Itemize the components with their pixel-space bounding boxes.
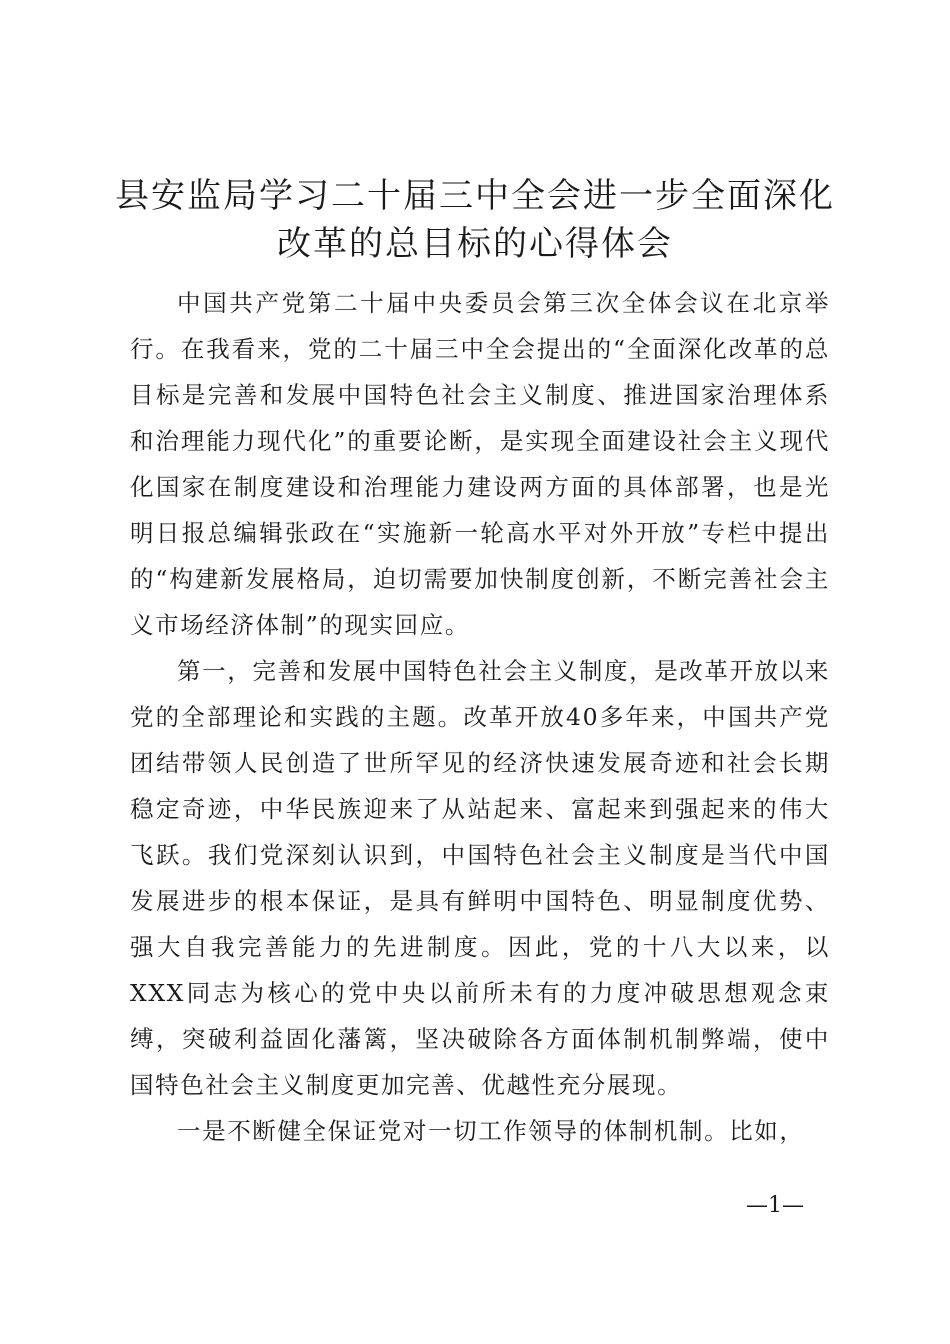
- title-line-1: 县安监局学习二十届三中全会进一步全面深化: [115, 176, 835, 216]
- paragraph-first-point: 第一，完善和发展中国特色社会主义制度，是改革开放以来党的全部理论和实践的主题。改革开放40多年来，中国共产党团结带领人民创造了世所罕见的经济快速发展奇迹和社会长期稳定奇迹，中华民族迎来了从站起来、富起来到强起来的伟大飞跃。我们党深刻认识到，中国特色社会主义制度是当代中国发展进步的根本保证，是具有鲜明中国特色、明显制度优势、强大自我完善能力的先进制度。因此，党的十八大以来，以XXX同志为核心的党中央以前所未有的力度冲破思想观念束缚，突破利益固化藩篱，坚决破除各方面体制机制弊端，使中国特色社会主义制度更加完善、优越性充分展现。: [130, 657, 830, 1099]
- paragraph-sub-point: 一是不断健全保证党对一切工作领导的体制机制。比如，: [177, 1117, 805, 1145]
- document-title: [100, 172, 850, 268]
- paragraph-intro: 中国共产党第二十届中央委员会第三次全体会议在北京举行。在我看来，党的二十届三中全会提出的“全面深化改革的总目标是完善和发展中国特色社会主义制度、推进国家治理体系和治理能力现代化”的重要论断，是实现全面建设社会主义现代化国家在制度建设和治理能力建设两方面的具体部署，也是光明日报总编辑张政在“实施新一轮高水平对外开放”专栏中提出的“构建新发展格局，迫切需要加快制度创新，不断完善社会主义市场经济体制”的现实回应。: [130, 289, 830, 639]
- document-body: [130, 280, 830, 1154]
- title-line-2: 改革的总目标的心得体会: [277, 224, 673, 264]
- page-number: —1—: [746, 1193, 804, 1218]
